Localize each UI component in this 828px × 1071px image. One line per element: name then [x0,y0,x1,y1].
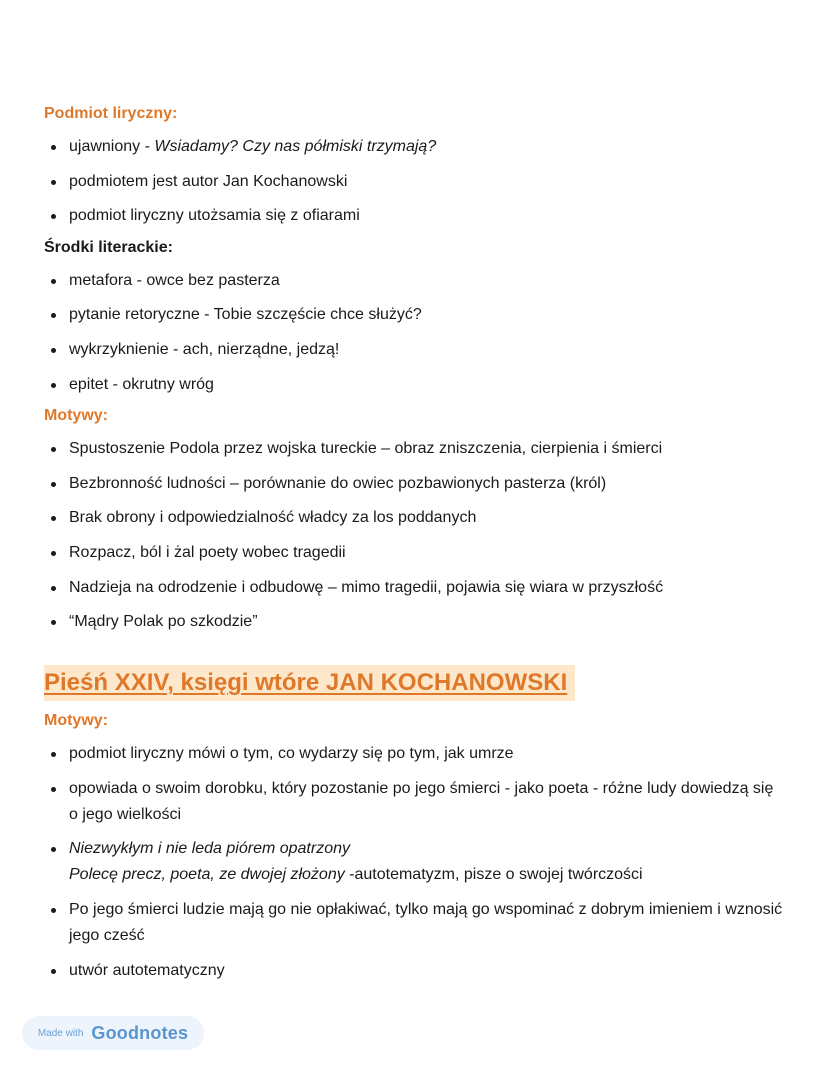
made-with-goodnotes-badge[interactable] [22,1016,204,1050]
list-item: utwór autotematyczny [44,958,784,984]
list-item: Po jego śmierci ludzie mają go nie opłakiwać, tylko mają go wspominać z dobrym imieniem i wznosić jego cześć [44,897,784,949]
list-item: Niezwykłym i nie leda piórem opatrzony Polecę precz, poeta, ze dwojej złożony -autotematyzm, pisze o swojej twórczości [44,836,784,888]
list-item: Spustoszenie Podola przez wojska tureckie – obraz zniszczenia, cierpienia i śmierci [44,436,784,462]
list-item: Rozpacz, ból i żal poety wobec tragedii [44,540,784,566]
section-title: Pieśń XXIV, księgi wtóre JAN KOCHANOWSKI [44,665,575,701]
list-item: podmiot liryczny utożsamia się z ofiarami [44,203,784,229]
list-item: “Mądry Polak po szkodzie” [44,609,784,635]
list-motywy [44,436,784,635]
heading-podmiot-liryczny: Podmiot liryczny: [44,105,178,122]
badge-caption: Made with [37,1027,84,1039]
document-page [44,104,784,992]
list-podmiot-liryczny [44,134,784,229]
section-title-wrap [44,665,784,701]
list-motywy-2 [44,741,784,983]
list-item: metafora - owce bez pasterza [44,268,784,294]
list-item: podmiot liryczny mówi o tym, co wydarzy się po tym, jak umrze [44,741,784,767]
list-item: podmiotem jest autor Jan Kochanowski [44,169,784,195]
list-item: epitet - okrutny wróg [44,372,784,398]
goodnotes-logo: Goodnotes [91,1022,189,1043]
list-item: Nadzieja na odrodzenie i odbudowę – mimo tragedii, pojawia się wiara w przyszłość [44,575,784,601]
list-srodki-literackie [44,268,784,398]
heading-srodki-literackie: Środki literackie: [44,238,173,256]
list-item: pytanie retoryczne - Tobie szczęście chce służyć? [44,302,784,328]
list-item: Bezbronność ludności – porównanie do owiec pozbawionych pasterza (król) [44,471,784,497]
heading-motywy: Motywy: [44,407,108,425]
heading-motywy-2: Motywy: [44,712,108,730]
list-item: wykrzyknienie - ach, nierządne, jedzą! [44,337,784,363]
list-item: ujawniony - Wsiadamy? Czy nas półmiski trzymają? [44,134,784,160]
list-item: Brak obrony i odpowiedzialność władcy za los poddanych [44,505,784,531]
list-item: opowiada o swoim dorobku, który pozostanie po jego śmierci - jako poeta - różne ludy dowiedzą się o jego wielkości [44,776,784,828]
